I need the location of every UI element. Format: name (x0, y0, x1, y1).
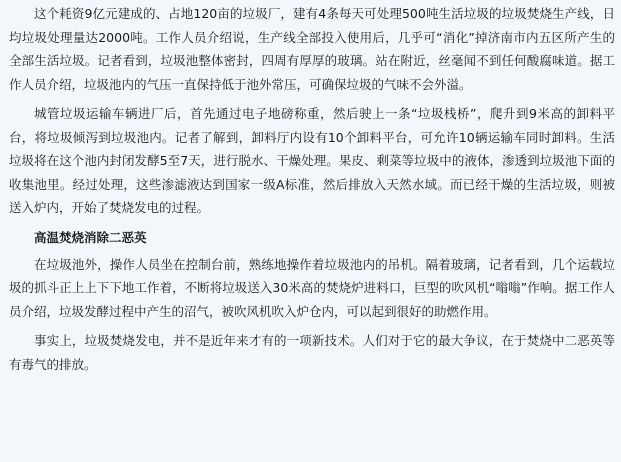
paragraph-plant-overview: 这个耗资9亿元建成的、占地120亩的垃圾厂，建有4条每天可处理500吨生活垃圾的垃圾焚烧生产线，日均垃圾处理量达2000吨。工作人员介绍说，生产线全部投入使用后，几乎可“消化”掉济南市内五区所产生的全部生活垃圾。记者看到，垃圾池整体密封，四周有厚厚的玻璃。站在附近，丝毫闻不到任何酸腐味道。据工作人员介绍，垃圾池内的气压一直保持低于池外常压，可确保垃圾的气味不会外溢。 (9, 6, 615, 92)
section-subheading: 高温焚烧消除二恶英 (34, 229, 147, 245)
paragraph-unloading-process: 城管垃圾运输车辆进厂后，首先通过电子地磅称重，然后驶上一条“垃圾栈桥”，爬升到9米高的卸料平台，将垃圾倾泻到垃圾池内。记者了解到，卸料厅内设有10个卸料平台，可允许10辆运输车同时卸料。生活垃圾将在这个池内封闭发酵5至7天，进行脱水、干燥处理。果皮、剩菜等垃圾中的液体，渗透到垃圾池下面的收集池里。经过处理，这些渗滤液达到国家一级A标准，然后排放入天然水域。而已经干燥的生活垃圾，则被送入炉内，开始了焚烧发电的过程。 (9, 106, 615, 215)
paragraph-control-room: 在垃圾池外，操作人员坐在控制台前，熟练地操作着垃圾池内的吊机。隔着玻璃，记者看到，几个运载垃圾的抓斗正上上下下地工作着，不断将垃圾送入30米高的焚烧炉进料口，巨型的吹风机“嗡嗡”作响。据工作人员介绍，垃圾发酵过程中产生的沼气，被吹风机吹入炉仓内，可以起到很好的助燃作用。 (9, 256, 615, 319)
paragraph-dioxin-controversy: 事实上，垃圾焚烧发电，并不是近年来才有的一项新技术。人们对于它的最大争议，在于焚烧中二恶英等有毒气的排放。 (9, 333, 615, 372)
